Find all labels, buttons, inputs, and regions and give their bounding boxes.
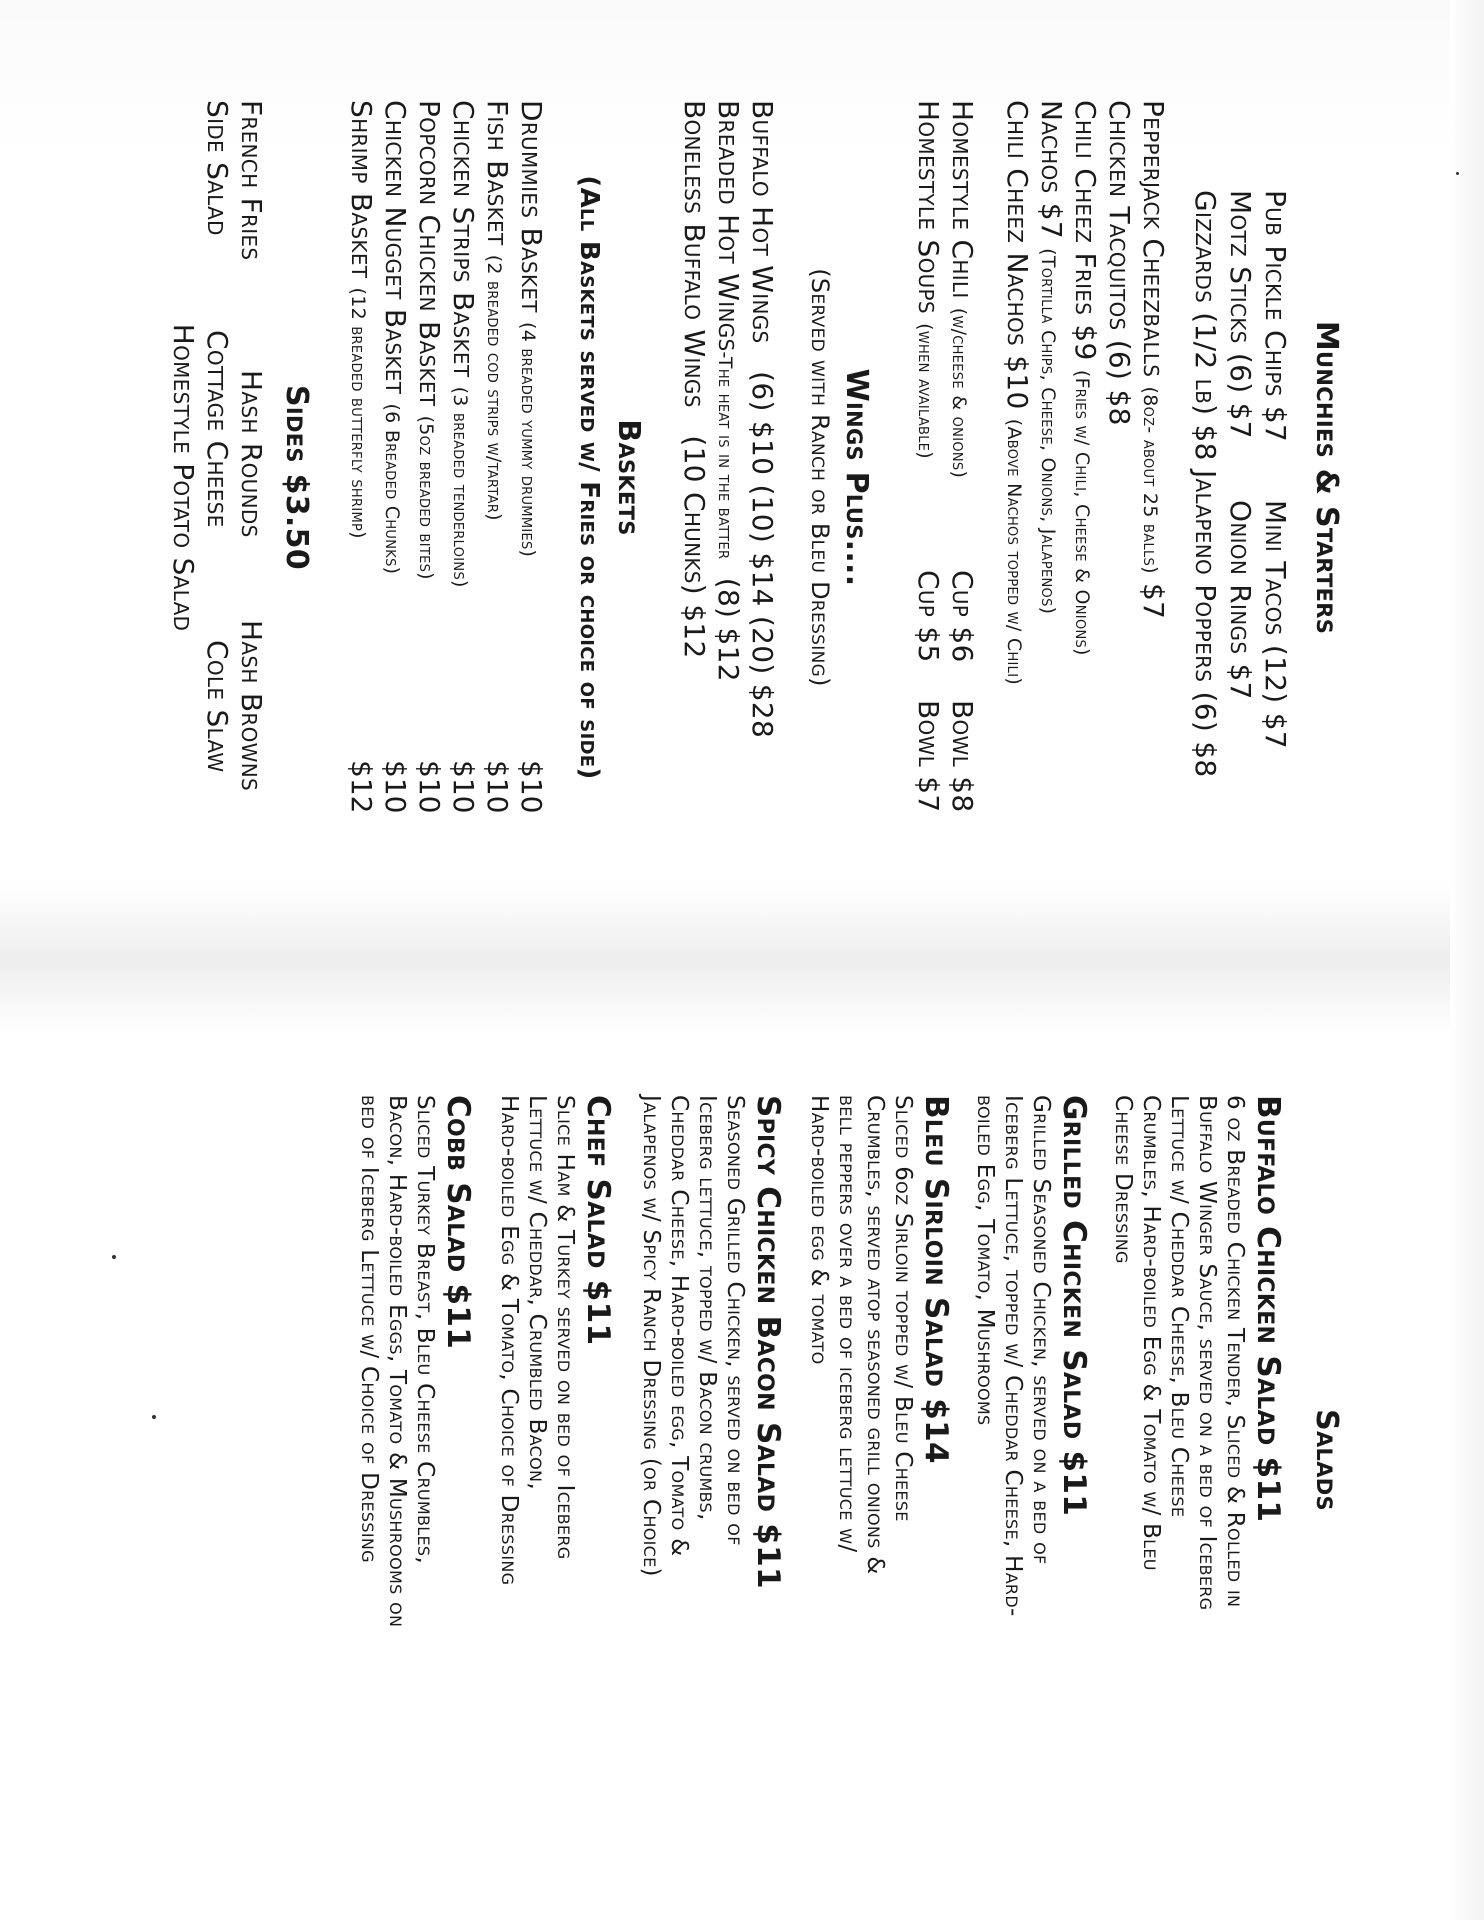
salad-desc: Sliced 6oz Sirloin topped w/ Bleu Cheese	[890, 1095, 916, 1522]
salad-desc: 6 oz Breaded Chicken Tender, Sliced & Rolled in	[1222, 1095, 1248, 1608]
soup-bowl-price: Bowl $8	[946, 700, 979, 813]
wings-item: Buffalo Hot Wings (6) $10 (10) $14 (20) $28	[746, 100, 779, 739]
basket-item: Shrimp Basket (12 breaded butterfly shrimp)	[345, 100, 378, 539]
salad-desc: Iceberg Lettuce, topped w/ Cheddar Cheese, Hard-	[1000, 1095, 1026, 1617]
soup-item: Homestyle Chili (w/cheese & onions)	[946, 100, 979, 479]
basket-item: Popcorn Chicken Basket (5oz breaded bites)	[413, 100, 446, 580]
basket-price: $10	[379, 760, 412, 814]
soup-cup-price: Cup $5	[912, 570, 945, 663]
basket-price: $10	[447, 760, 480, 814]
munchies-item: Pepperjack Cheezballs (8oz- about 25 balls) $7	[1137, 100, 1170, 620]
salad-desc: Cheddar Cheese, Hard-boiled egg, Tomato &	[666, 1095, 692, 1557]
munchies-item: Onion Rings $7	[1224, 500, 1257, 700]
basket-item: Chicken Nugget Basket (6 Breaded Chunks)	[379, 100, 412, 575]
basket-item: Chicken Strips Basket (3 breaded tenderloins)	[447, 100, 480, 588]
basket-price: $10	[515, 760, 548, 814]
salad-title: Grilled Chicken Salad $11	[1056, 1095, 1092, 1517]
side-item: French Fries	[235, 100, 268, 261]
salads-heading: Salads	[1309, 1409, 1344, 1511]
salad-title: Cobb Salad $11	[440, 1095, 476, 1350]
munchies-item: Mini Tacos (12) $7	[1259, 500, 1292, 749]
salad-desc: Crumbles, Hard-boiled Egg & Tomato w/ Bleu	[1138, 1095, 1164, 1571]
salad-desc: bed of Iceberg Lettuce w/ Choice of Dressing	[356, 1095, 382, 1563]
side-item: Hash Rounds	[235, 370, 268, 538]
salad-desc: Hard-boiled egg & tomato	[806, 1095, 832, 1365]
basket-price: $10	[413, 760, 446, 814]
salad-title: Chef Salad $11	[580, 1095, 616, 1346]
salad-desc: Hard-boiled Egg & Tomato, Choice of Dressing	[496, 1095, 522, 1586]
soup-cup-price: Cup $6	[946, 570, 979, 663]
salad-desc: Iceberg lettuce, topped w/ Bacon crumbs,	[694, 1095, 720, 1521]
salad-desc: Crumbles, served atop seasoned grill onions &	[862, 1095, 888, 1575]
munchies-item: Chicken Tacquitos (6) $8	[1103, 100, 1136, 426]
munchies-item: Motz Sticks (6) $7	[1224, 190, 1257, 439]
salad-desc: Lettuce w/ Cheddar, Crumbled Bacon,	[524, 1095, 550, 1490]
basket-item: Drummies Basket (4 breaded yummy drummies)	[515, 100, 548, 558]
salad-desc: Grilled Seasoned Chicken, served on a bed of	[1028, 1095, 1054, 1565]
munchies-heading: Munchies & Starters	[1309, 320, 1344, 635]
side-item: Homestyle Potato Salad	[167, 323, 200, 632]
baskets-subheading: (All Baskets served w/ Fries or choice of side)	[574, 175, 604, 780]
salad-title: Bleu Sirloin Salad $14	[918, 1095, 954, 1464]
salad-desc: Slice Ham & Turkey served on bed of Iceberg	[552, 1095, 578, 1560]
munchies-item: Gizzards (1/2 lb) $8	[1189, 190, 1222, 461]
salad-desc: Bacon, Hard-boiled Eggs, Tomato & Mushrooms on	[384, 1095, 410, 1628]
salad-desc: Buffalo Winger Sauce, served on a bed of Iceberg	[1194, 1095, 1220, 1611]
baskets-heading: Baskets	[611, 419, 646, 536]
munchies-item: Jalapeno Poppers (6) $8	[1189, 470, 1222, 778]
salad-desc: Lettuce w/ Cheddar Cheese, Bleu Cheese	[1166, 1095, 1192, 1518]
salads-panel	[0, 1000, 1484, 1920]
munchies-item: Pub Pickle Chips $7	[1259, 190, 1292, 443]
salad-title: Buffalo Chicken Salad $11	[1250, 1095, 1286, 1523]
sides-heading: Sides $3.50	[279, 385, 314, 570]
salad-desc: Jalapenos w/ Spicy Ranch Dressing (or Choice)	[638, 1095, 664, 1577]
side-item: Hash Browns	[235, 620, 268, 791]
side-item: Cottage Cheese	[201, 330, 234, 528]
basket-item: Fish Basket (2 breaded cod strips w/tartar)	[481, 100, 514, 521]
wings-item: Boneless Buffalo Wings (10 Chunks) $12	[678, 100, 711, 659]
munchies-panel	[0, 0, 1484, 955]
wings-heading: Wings Plus....	[839, 368, 874, 587]
soup-item: Homestyle Soups (when available)	[912, 100, 945, 460]
munchies-item: Chili Cheez Fries $9 (Fries w/ Chili, Cheese & Onions)	[1069, 100, 1102, 656]
salad-desc: boiled Egg, Tomato, Mushrooms	[972, 1095, 998, 1426]
salad-desc: Sliced Turkey Breast, Bleu Cheese Crumbles,	[412, 1095, 438, 1564]
salad-desc: bell peppers over a bed of iceberg lettuce w/	[834, 1095, 860, 1553]
wings-subheading: (Served with Ranch or Bleu Dressing)	[806, 268, 834, 687]
salad-title: Spicy Chicken Bacon Salad $11	[750, 1095, 786, 1589]
side-item: Cole Slaw	[201, 640, 234, 773]
munchies-item: Nachos $7 (Tortilla Chips, Cheese, Onions, Jalapenos)	[1035, 100, 1068, 615]
basket-price: $10	[481, 760, 514, 814]
salad-desc: Cheese Dressing	[1110, 1095, 1136, 1264]
munchies-item: Chili Cheez Nachos $10 (Above Nachos topped w/ Chili)	[1001, 100, 1034, 686]
soup-bowl-price: Bowl $7	[912, 700, 945, 813]
side-item: Side Salad	[201, 100, 234, 236]
salad-desc: Seasoned Grilled Chicken, served on bed of	[722, 1095, 748, 1546]
wings-item: Breaded Hot Wings-The heat is in the batter (8) $12	[712, 100, 745, 682]
basket-price: $12	[345, 760, 378, 814]
